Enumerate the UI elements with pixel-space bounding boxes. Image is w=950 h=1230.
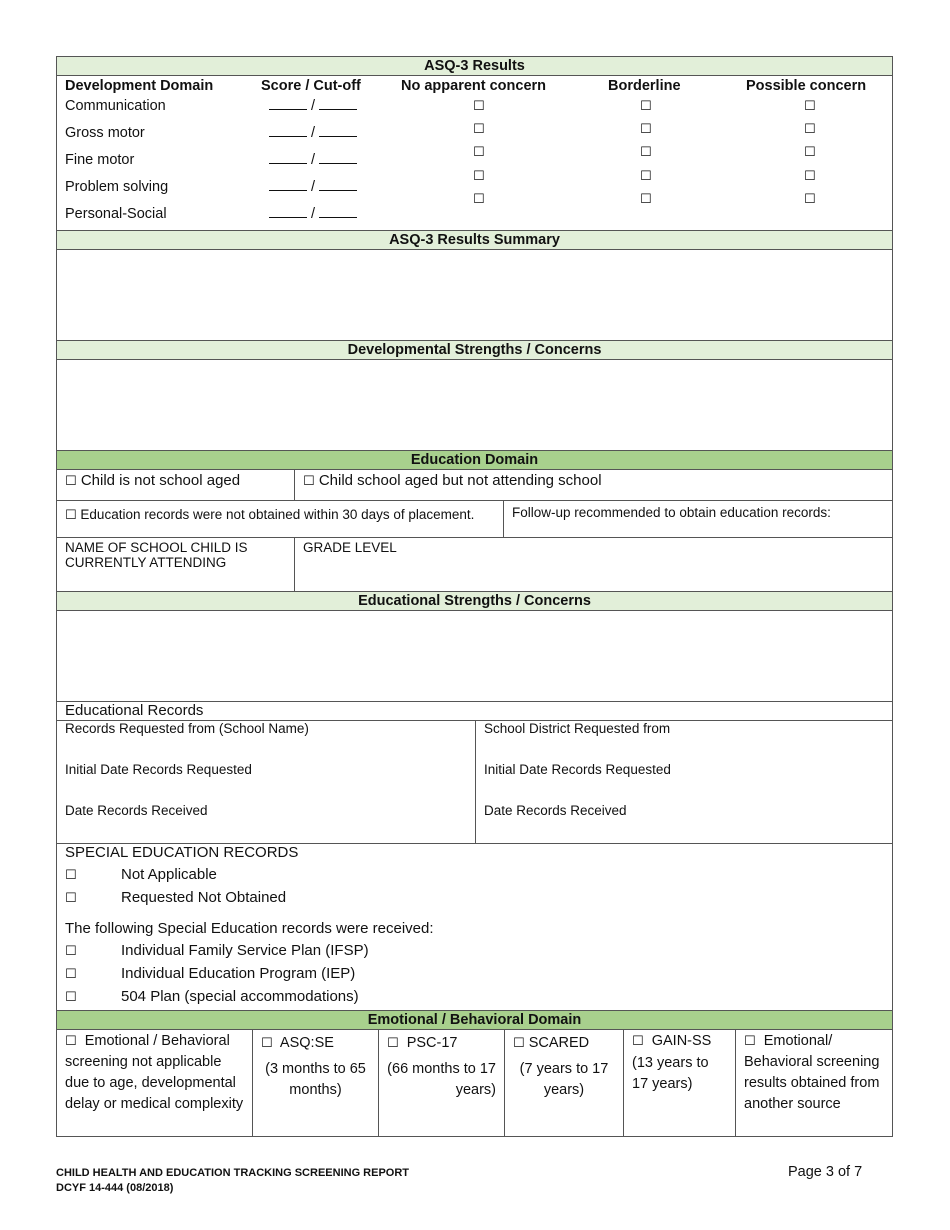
records-not-obtained-label: Education records were not obtained within 30 days of placement.: [80, 507, 475, 522]
iep-option[interactable]: [65, 965, 356, 982]
not-attending-label: Child school aged but not attending school: [318, 472, 602, 489]
followup-label: Follow-up recommended to obtain education records:: [512, 505, 831, 520]
not-applicable-option[interactable]: [65, 866, 217, 883]
grade-level-field[interactable]: [294, 538, 892, 591]
followup-field[interactable]: [503, 501, 892, 537]
education-status-row: [56, 469, 893, 500]
checkbox-personal-social-no-concern[interactable]: ☐: [473, 192, 485, 207]
gain-range: (13 years to 17 years): [632, 1055, 709, 1092]
psc-label: PSC-17: [406, 1035, 458, 1051]
checkbox-fine-motor-borderline[interactable]: ☐: [640, 145, 652, 160]
emotional-domain-header: Emotional / Behavioral Domain: [56, 1010, 893, 1029]
domain-communication: Communication: [65, 98, 166, 114]
checkbox-communication-borderline[interactable]: ☐: [640, 99, 652, 114]
psc-option[interactable]: [378, 1030, 504, 1136]
checkbox-icon[interactable]: ☐: [65, 967, 77, 982]
checkbox-icon[interactable]: ☐: [65, 1034, 77, 1049]
asq-summary-field[interactable]: [56, 249, 893, 340]
checkbox-icon[interactable]: ☐: [65, 474, 77, 489]
educational-records-table: [56, 720, 893, 843]
checkbox-communication-no-concern[interactable]: ☐: [473, 99, 485, 114]
school-name-field[interactable]: [57, 538, 294, 591]
checkbox-personal-social-possible[interactable]: ☐: [804, 192, 816, 207]
scared-label: SCARED: [528, 1035, 590, 1051]
checkbox-fine-motor-possible[interactable]: ☐: [804, 145, 816, 160]
asqse-option[interactable]: [252, 1030, 378, 1136]
checkbox-icon[interactable]: ☐: [65, 944, 77, 959]
other-source-label: Emotional/ Behavioral screening results obtained from another source: [744, 1033, 880, 1112]
received-intro-text: The following Special Education records were received:: [65, 920, 434, 937]
edu-strengths-header: Educational Strengths / Concerns: [56, 591, 893, 610]
special-education-records: [56, 843, 893, 1010]
col-header-possible-concern: Possible concern: [746, 78, 867, 94]
ifsp-label: Individual Family Service Plan (IFSP): [121, 942, 369, 959]
checkbox-icon[interactable]: ☐: [65, 891, 77, 906]
checkbox-icon[interactable]: ☐: [65, 868, 77, 883]
col-header-score: Score / Cut-off: [261, 78, 361, 94]
school-district-label: School District Requested from: [484, 721, 671, 736]
dev-strengths-header: Developmental Strengths / Concerns: [56, 340, 893, 359]
grade-level-label: GRADE LEVEL: [303, 540, 397, 555]
ifsp-option[interactable]: [65, 942, 369, 959]
checkbox-icon[interactable]: ☐: [303, 474, 315, 489]
asqse-range: (3 months to 65 months): [265, 1061, 366, 1098]
checkbox-personal-social-borderline[interactable]: ☐: [640, 192, 652, 207]
not-school-aged-label: Child is not school aged: [80, 472, 241, 489]
score-communication[interactable]: /: [269, 98, 357, 114]
emotional-not-applicable-option[interactable]: [57, 1030, 252, 1136]
requested-not-obtained-label: Requested Not Obtained: [121, 889, 287, 906]
education-records-row: [56, 500, 893, 537]
school-info-row: [56, 537, 893, 591]
asq-summary-header: ASQ-3 Results Summary: [56, 230, 893, 249]
initial-date-requested-label: Initial Date Records Requested: [65, 762, 252, 777]
checkbox-problem-solving-borderline[interactable]: ☐: [640, 169, 652, 184]
checkbox-icon[interactable]: ☐: [261, 1036, 273, 1051]
checkbox-icon[interactable]: ☐: [65, 508, 77, 523]
checkbox-icon[interactable]: ☐: [632, 1034, 644, 1049]
form-page: [56, 56, 893, 1137]
score-fine-motor[interactable]: /: [269, 152, 357, 168]
checkbox-icon[interactable]: ☐: [513, 1036, 525, 1051]
footer-report-info: [56, 1166, 409, 1196]
other-source-option[interactable]: [735, 1030, 892, 1136]
initial-date-requested-label-right: Initial Date Records Requested: [484, 762, 671, 777]
domain-problem-solving: Problem solving: [65, 179, 169, 195]
score-gross-motor[interactable]: /: [269, 125, 357, 141]
plan-504-option[interactable]: [65, 988, 359, 1005]
iep-label: Individual Education Program (IEP): [121, 965, 356, 982]
gain-option[interactable]: [623, 1030, 735, 1136]
checkbox-fine-motor-no-concern[interactable]: ☐: [473, 145, 485, 160]
not-school-aged-option[interactable]: [57, 470, 294, 500]
dev-strengths-field[interactable]: [56, 359, 893, 450]
records-left-column[interactable]: [57, 721, 476, 843]
records-right-column[interactable]: [476, 721, 892, 843]
scared-range: (7 years to 17 years): [519, 1061, 609, 1098]
checkbox-problem-solving-possible[interactable]: ☐: [804, 169, 816, 184]
col-header-domain: Development Domain: [65, 78, 214, 94]
date-received-label: Date Records Received: [65, 803, 208, 818]
special-ed-title: SPECIAL EDUCATION RECORDS: [65, 844, 299, 861]
emotional-not-applicable-label: Emotional / Behavioral screening not applicable due to age, developmental delay or medical complexity: [65, 1033, 244, 1112]
checkbox-gross-motor-borderline[interactable]: ☐: [640, 122, 652, 137]
emotional-screening-row: [56, 1029, 893, 1137]
educational-records-label: Educational Records: [65, 702, 204, 719]
educational-records-title: [56, 701, 893, 720]
requested-not-obtained-option[interactable]: [65, 889, 287, 906]
education-domain-header: Education Domain: [56, 450, 893, 469]
psc-range: (66 months to 17 years): [387, 1061, 496, 1098]
asq-results-table: [56, 75, 893, 230]
date-received-label-right: Date Records Received: [484, 803, 627, 818]
col-header-no-concern: No apparent concern: [401, 78, 547, 94]
school-name-label: NAME OF SCHOOL CHILD IS CURRENTLY ATTENDING: [65, 540, 248, 570]
checkbox-problem-solving-no-concern[interactable]: ☐: [473, 169, 485, 184]
col-header-borderline: Borderline: [608, 78, 681, 94]
footer-report-title: CHILD HEALTH AND EDUCATION TRACKING SCREENING REPORT: [56, 1167, 410, 1179]
plan-504-label: 504 Plan (special accommodations): [121, 988, 359, 1005]
edu-strengths-field[interactable]: [56, 610, 893, 701]
footer-form-id: DCYF 14-444 (08/2018): [56, 1182, 174, 1194]
scared-option[interactable]: [504, 1030, 623, 1136]
records-not-obtained-option[interactable]: [57, 501, 503, 537]
not-attending-option[interactable]: [294, 470, 892, 500]
domain-personal-social: Personal-Social: [65, 206, 167, 222]
domain-gross-motor: Gross motor: [65, 125, 145, 141]
asqse-label: ASQ:SE: [279, 1035, 334, 1051]
domain-fine-motor: Fine motor: [65, 152, 135, 168]
checkbox-gross-motor-possible[interactable]: ☐: [804, 122, 816, 137]
score-personal-social[interactable]: /: [269, 206, 357, 222]
asq-results-header: ASQ-3 Results: [56, 56, 893, 75]
page-number: Page 3 of 7: [788, 1164, 863, 1180]
checkbox-communication-possible[interactable]: ☐: [804, 99, 816, 114]
checkbox-icon[interactable]: ☐: [65, 990, 77, 1005]
checkbox-icon[interactable]: ☐: [387, 1036, 399, 1051]
not-applicable-label: Not Applicable: [121, 866, 217, 883]
checkbox-gross-motor-no-concern[interactable]: ☐: [473, 122, 485, 137]
checkbox-icon[interactable]: ☐: [744, 1034, 756, 1049]
score-problem-solving[interactable]: /: [269, 179, 357, 195]
gain-label: GAIN-SS: [651, 1033, 712, 1049]
records-requested-from-label: Records Requested from (School Name): [65, 721, 309, 736]
